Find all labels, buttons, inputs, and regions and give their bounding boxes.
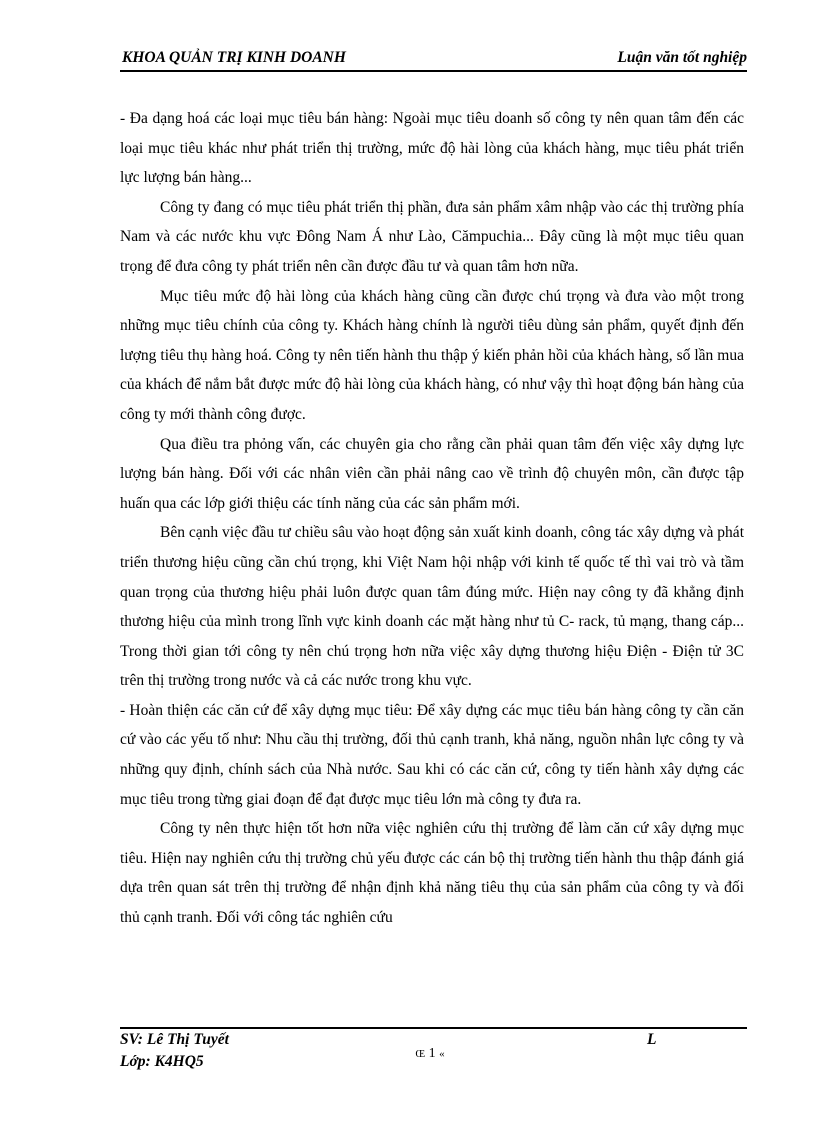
footer-rule <box>120 1027 747 1029</box>
paragraph-6: - Hoàn thiện các căn cứ để xây dựng mục tiêu: Để xây dựng các mục tiêu bán hàng công ty cần căn cứ vào các yếu tố như: Nhu cầu thị trường, đối thủ cạnh tranh, khả năng, nguồn nhân lực công ty và những quy định, chính sách của Nhà nước. Sau khi có các căn cứ, công ty tiến hành xây dựng các mục tiêu trong từng giai đoạn để đạt được mục tiêu lớn mà công ty đưa ra. <box>120 701 744 808</box>
student-name: SV: Lê Thị Tuyết <box>120 1031 229 1048</box>
student-class: Lớp: K4HQ5 <box>120 1053 204 1070</box>
thesis-label: Luận văn tốt nghiệp <box>617 49 747 66</box>
paragraph-2: Công ty đang có mục tiêu phát triển thị phần, đưa sản phẩm xâm nhập vào các thị trường phía Nam và các nước khu vực Đông Nam Á như Lào, Cămpuchia... Đây cũng là một mục tiêu quan trọng để đưa công ty phát triển nên cần được đầu tư và quan tâm hơn nữa. <box>120 198 744 275</box>
page-ornament-right: « <box>439 1048 445 1060</box>
faculty-title: KHOA QUẢN TRỊ KINH DOANH <box>122 49 346 66</box>
paragraph-1: - Đa dạng hoá các loại mục tiêu bán hàng: Ngoài mục tiêu doanh số công ty nên quan tâm đến các loại mục tiêu khác như phát triển thị trường, mức độ hài lòng của khách hàng, mục tiêu phát triển lực lượng bán hàng... <box>120 110 744 187</box>
page-number-block <box>380 1046 480 1062</box>
paragraph-4: Qua điều tra phỏng vấn, các chuyên gia cho rằng cần phải quan tâm đến việc xây dựng lực lượng bán hàng. Đối với các nhân viên cần phải nâng cao về trình độ chuyên môn, cần được tập huấn qua các lớp giới thiệu các tính năng của các sản phẩm mới. <box>120 435 744 512</box>
page-number: 1 <box>428 1046 436 1061</box>
header-rule <box>120 70 747 72</box>
page-header <box>120 47 747 69</box>
paragraph-3: Mục tiêu mức độ hài lòng của khách hàng cũng cần được chú trọng và đưa vào một trong những mục tiêu chính của công ty. Khách hàng chính là người tiêu dùng sản phẩm, quyết định đến lượng tiêu thụ hàng hoá. Công ty nên tiến hành thu thập ý kiến phản hồi của khách hàng, số lần mua của khách để nắm bắt được mức độ hài lòng của khách hàng, có như vậy thì hoạt động bán hàng của công ty mới thành công được. <box>120 287 744 423</box>
paragraph-5: Bên cạnh việc đầu tư chiều sâu vào hoạt động sản xuất kinh doanh, công tác xây dựng và phát triển thương hiệu cũng cần chú trọng, khi Việt Nam hội nhập với kinh tế quốc tế thì vai trò và tầm quan trọng của thương hiệu phải luôn được quan tâm đúng mức. Hiện nay công ty đã khẳng định thương hiệu của mình trong lĩnh vực kinh doanh các mặt hàng như tủ C- rack, tủ mạng, thang cáp... Trong thời gian tới công ty nên chú trọng hơn nữa việc xây dựng thương hiệu Điện - Điện tử 3C trên thị trường trong nước và cả các nước trong khu vực. <box>120 524 744 690</box>
paragraph-7: Công ty nên thực hiện tốt hơn nữa việc nghiên cứu thị trường để làm căn cứ xây dựng mục tiêu. Hiện nay nghiên cứu thị trường chủ yếu được các cán bộ thị trường tiến hành thu thập đánh giá dựa trên quan sát trên thị trường để nhận định khả năng tiêu thụ của sản phẩm của công ty và đối thủ cạnh tranh. Đối với công tác nghiên cứu <box>120 820 744 927</box>
body-text <box>120 104 744 933</box>
footer-letter: L <box>647 1031 657 1048</box>
page-ornament-left: Œ <box>415 1048 426 1060</box>
